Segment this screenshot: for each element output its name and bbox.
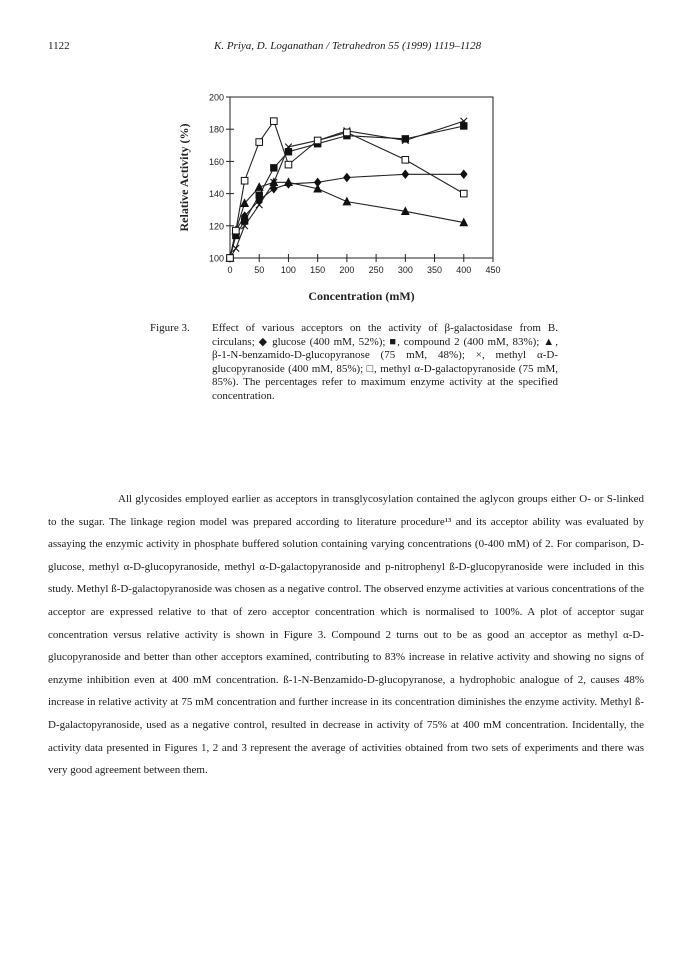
data-point-square-open <box>271 118 278 125</box>
x-tick-label: 200 <box>339 265 355 275</box>
data-point-square-open <box>227 255 234 262</box>
data-point-diamond <box>402 170 409 178</box>
x-tick-label: 450 <box>485 265 501 275</box>
running-header-citation: K. Priya, D. Loganathan / Tetrahedron 55 (1999) 1119–1128 <box>214 40 482 52</box>
data-point-square-open <box>314 137 321 144</box>
body-paragraph-text: All glycosides employed earlier as acceptors in transglycosylation contained the aglycon groups either O- or S-linked to the sugar. The linkage region model was prepared according to literature procedure¹³ and its acceptor ability was evaluated by assaying the enzymic activity in phosphate buffered solution containing varying concentrations (0-400 mM) of 2. For comparison, D-glucose, methyl α-D-glucopyranoside, methyl α-D-galactopyranoside and p-nitrophenyl ß-D-glucopyranoside were included in this study. Methyl ß-D-galactopyranoside was chosen as a negative control. The observed enzyme activities at various concentrations of the acceptor are expressed relative to that of zero acceptor concentration which is normalised to 100%. A plot of acceptor sugar concentration versus relative activity is shown in Figure 3. Compound 2 turns out to be as good an acceptor as methyl α-D-glucopyranoside and better than other acceptors examined, contributing to 83% increase in relative activity and showing no signs of enzyme inhibition even at 400 mM concentration. ß-1-N-Benzamido-D-glucopyranose, a hydrophobic analogue of 2, causes 48% increase in relative activity at 75 mM concentration and further increase in its concentration diminishes the enzyme activity. Methyl ß-D-galactopyranoside, used as a negative control, resulted in decrease in activity of 75% at 400 mM concentration. Incidentally, the activity data presented in Figures 1, 2 and 3 represent the average of activities obtained from two sets of experiments and there was very good agreement between them. <box>48 493 644 777</box>
x-tick-label: 100 <box>280 265 296 275</box>
figure-label: Figure 3. <box>150 322 190 334</box>
data-point-square-open <box>233 227 240 234</box>
data-point-square-open <box>402 156 409 163</box>
y-tick-label: 100 <box>208 253 224 264</box>
data-point-diamond <box>344 173 351 181</box>
x-axis-label: Concentration (mM) <box>308 289 415 303</box>
data-point-square-open <box>256 139 263 146</box>
series-line-triangle <box>230 182 464 258</box>
data-point-square-open <box>241 177 248 184</box>
data-point-triangle <box>343 198 351 205</box>
x-tick-label: 350 <box>427 265 443 275</box>
x-tick-label: 250 <box>368 265 384 275</box>
y-tick-label: 120 <box>208 221 224 232</box>
body-paragraph <box>48 488 644 782</box>
y-tick-label: 200 <box>208 92 224 103</box>
plot-frame <box>230 97 493 258</box>
series-line-x <box>230 121 464 258</box>
page-number: 1122 <box>48 40 70 52</box>
y-tick-label: 160 <box>208 156 224 167</box>
data-point-square-filled <box>271 165 278 172</box>
y-tick-label: 140 <box>208 189 224 200</box>
series-line-square-open <box>230 121 464 258</box>
x-tick-label: 300 <box>397 265 413 275</box>
data-point-square-filled <box>256 192 263 199</box>
data-point-square-open <box>285 161 292 168</box>
data-point-x <box>233 245 240 252</box>
y-tick-label: 180 <box>208 124 224 135</box>
series-line-square-filled <box>230 126 464 258</box>
x-tick-label: 50 <box>254 265 265 275</box>
data-point-square-open <box>460 190 467 197</box>
data-point-square-open <box>344 129 351 136</box>
figure-caption-text: Effect of various acceptors on the activity of β-galactosidase from B. circulans; ◆ glucose (400 mM, 52%); ■, compound 2 (400 mM, 83%); ▲, β-1-N-benzamido-D-glucopyranose (75 mM, 48%); ×, methyl α-D-glucopyranoside (400 mM, 85%); □, methyl α-D-galactopyranoside (75 mM, 85%). The percentages refer to maximum enzyme activity at the specified concentration. <box>212 322 558 402</box>
x-tick-label: 150 <box>310 265 326 275</box>
y-axis-label: Relative Activity (%) <box>177 123 191 232</box>
x-tick-label: 0 <box>227 265 233 275</box>
x-tick-label: 400 <box>456 265 472 275</box>
data-point-diamond <box>460 170 467 178</box>
relative-activity-chart <box>0 0 692 320</box>
